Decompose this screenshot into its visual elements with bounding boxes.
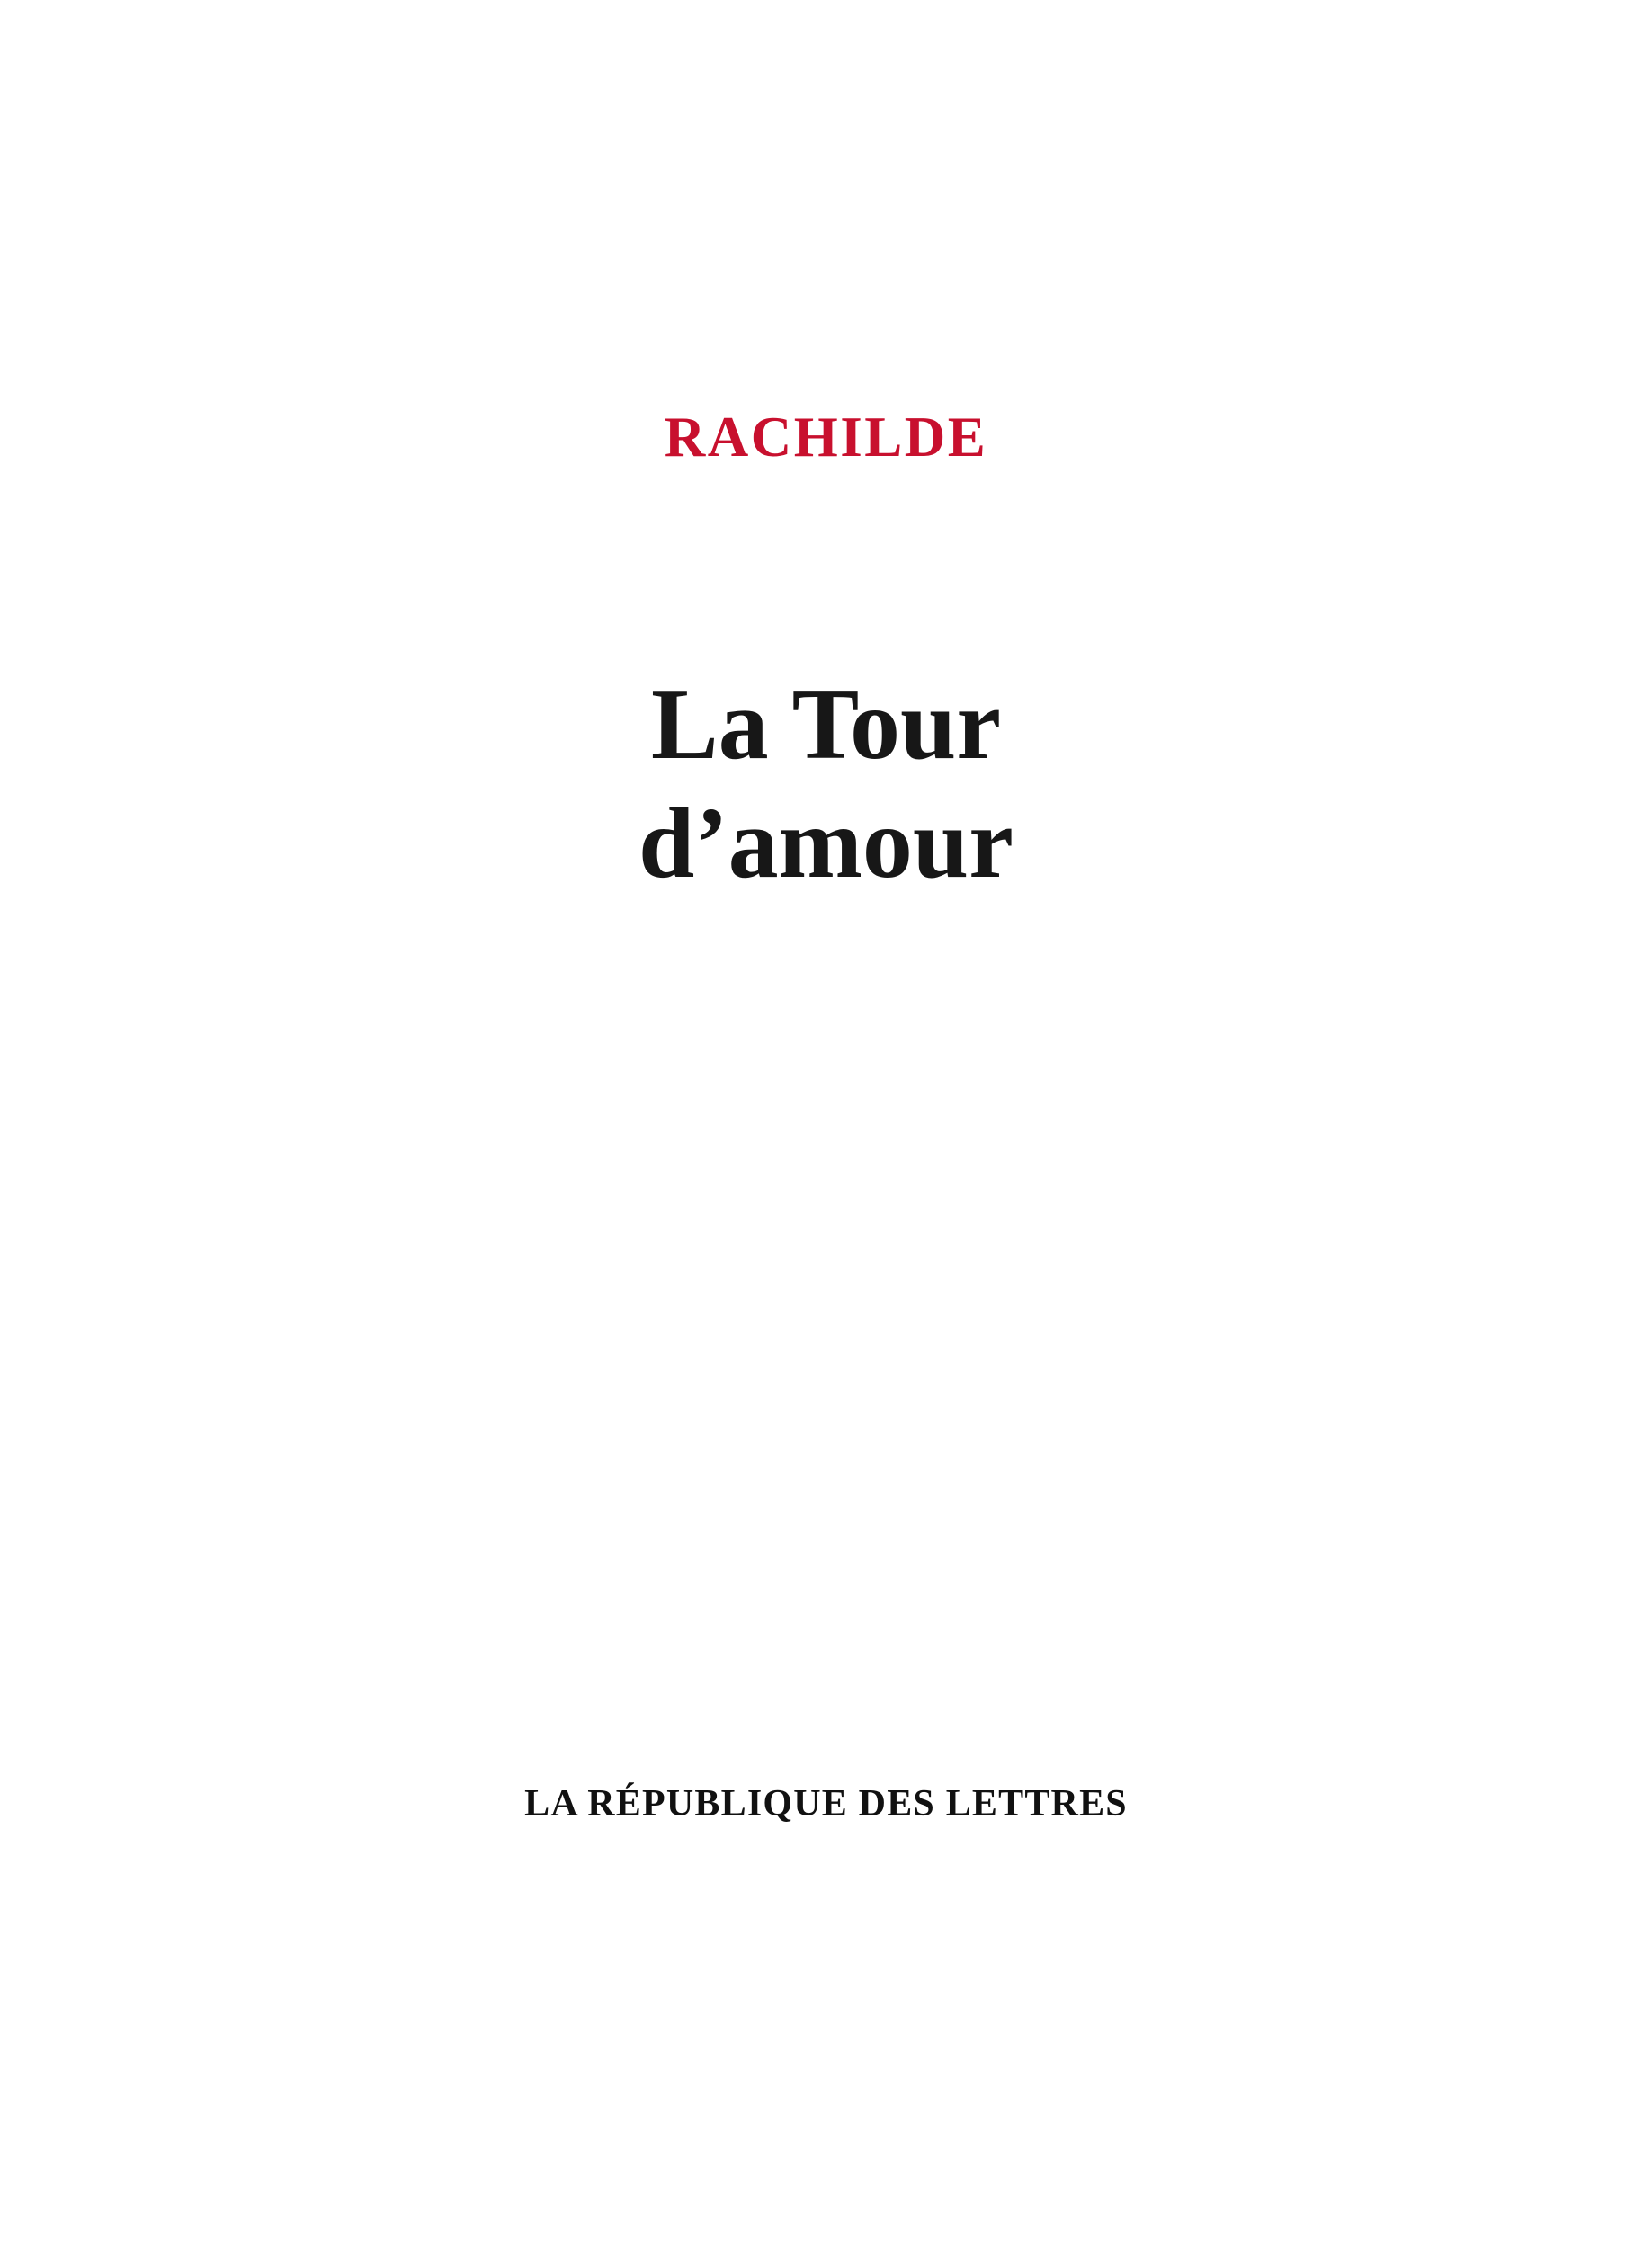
book-title-line-1: La Tour	[650, 669, 1002, 781]
book-title	[0, 665, 1652, 903]
author-name: RACHILDE	[664, 406, 988, 468]
book-title-line-2: d’amour	[638, 788, 1014, 900]
publisher-name: LA RÉPUBLIQUE DES LETTRES	[524, 1783, 1128, 1824]
